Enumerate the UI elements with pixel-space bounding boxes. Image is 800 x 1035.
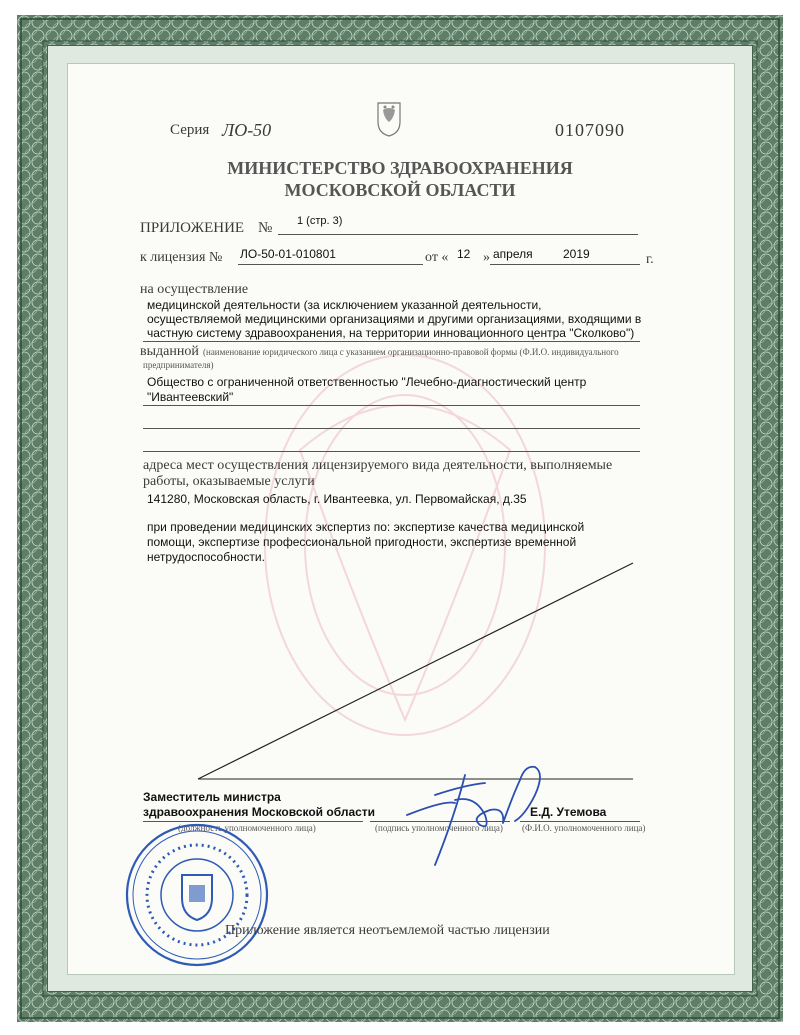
appendix-label: ПРИЛОЖЕНИЕ: [140, 220, 245, 236]
signatory-title-line1: Заместитель министра: [143, 790, 281, 804]
license-prefix: к лицензия №: [140, 250, 223, 265]
date-month: апреля: [493, 247, 533, 261]
services-line2: помощи, экспертизе профессиональной пригодности, экспертизе временной: [147, 535, 577, 549]
ministry-title-line1: МИНИСТЕРСТВО ЗДРАВООХРАНЕНИЯ: [227, 158, 573, 178]
license-number: ЛО-50-01-010801: [240, 247, 336, 261]
activity-line3: частную систему здравоохранения, на территории инновационного центра "Сколково"): [147, 326, 635, 340]
handwritten-signature: [395, 755, 565, 870]
issued-hint-line1: (наименование юридического лица с указанием организационно-правовой формы (Ф.И.О. индивидуального: [203, 347, 619, 357]
organization-line1: Общество с ограниченной ответственностью "Лечебно-диагностический центр: [147, 375, 587, 389]
addresses-label-line1: адреса мест осуществления лицензируемого вида деятельности, выполняемые: [143, 458, 613, 473]
date-open-quote: от «: [425, 250, 449, 265]
ministry-title-line2: МОСКОВСКОЙ ОБЛАСТИ: [284, 180, 516, 200]
appendix-value: 1 (стр. 3): [297, 215, 343, 227]
name-hint: (Ф.И.О. уполномоченного лица): [522, 823, 646, 833]
signatory-name: Е.Д. Утемова: [530, 805, 607, 819]
services-line3: нетрудоспособности.: [147, 550, 265, 564]
appendix-num-sign: №: [258, 220, 273, 236]
footer-note: Приложение является неотъемлемой частью лицензии: [225, 923, 550, 938]
activity-line1: медицинской деятельности (за исключением указанной деятельности,: [147, 298, 542, 312]
organization-line2: "Ивантеевский": [147, 390, 234, 404]
series-value: ЛО-50: [222, 120, 272, 140]
title-hint: (должность уполномоченного лица): [178, 823, 316, 833]
date-close-quote: »: [483, 250, 490, 265]
activity-line2: осуществляемой медицинскими организациями и другими организациями, входящими в: [147, 312, 642, 326]
date-day: 12: [457, 247, 471, 261]
signature-hint: (подпись уполномоченного лица): [375, 823, 503, 833]
form-number: 0107090: [555, 120, 625, 140]
date-year: 2019: [563, 247, 590, 261]
addresses-label-line2: работы, оказываемые услуги: [143, 474, 315, 489]
signatory-title-line2: здравоохранения Московской области: [143, 805, 376, 819]
services-line1: при проведении медицинских экспертиз по: экспертизе качества медицинской: [147, 520, 585, 534]
official-seal: [122, 820, 272, 970]
address-value: 141280, Московская область, г. Ивантеевка, ул. Первомайская, д.35: [147, 492, 527, 506]
date-year-suffix: г.: [646, 252, 654, 267]
activity-label: на осуществление: [140, 282, 249, 297]
series-label: Серия: [170, 122, 210, 138]
issued-hint-line2: предпринимателя): [143, 360, 214, 370]
issued-label: выданной: [140, 344, 199, 359]
